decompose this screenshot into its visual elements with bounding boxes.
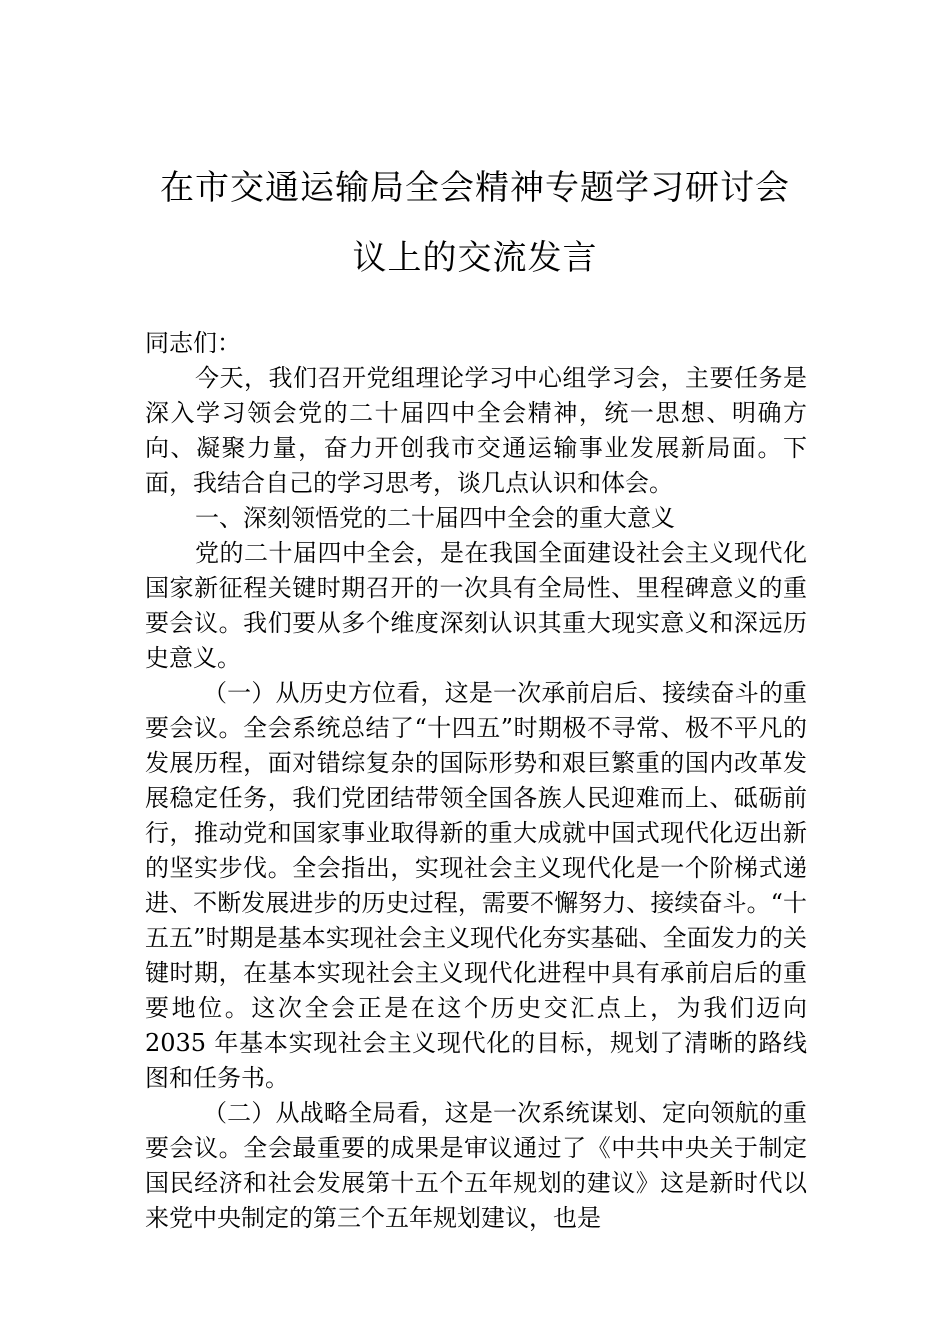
paragraph-intro: 今天，我们召开党组理论学习中心组学习会，主要任务是深入学习领会党的二十届四中全会精神，统一思想、明确方向、凝聚力量，奋力开创我市交通运输事业发展新局面。下面，我结合自己的学习思考，谈几点认识和体会。 [145, 364, 807, 497]
section-heading-1: 一、深刻领悟党的二十届四中全会的重大意义 [195, 504, 675, 532]
paragraph-section-1: 党的二十届四中全会，是在我国全面建设社会主义现代化国家新征程关键时期召开的一次具有全局性、里程碑意义的重要会议。我们要从多个维度深刻认识其重大现实意义和深远历史意义。 [145, 539, 807, 672]
paragraph-subsection-1-1: （一）从历史方位看，这是一次承前启后、接续奋斗的重要会议。全会系统总结了“十四五”时期极不寻常、极不平凡的发展历程，面对错综复杂的国际形势和艰巨繁重的国内改革发展稳定任务，我们党团结带领全国各族人民迎难而上、砥砺前行，推动党和国家事业取得新的重大成就中国式现代化迈出新的坚实步伐。全会指出，实现社会主义现代化是一个阶梯式递进、不断发展进步的历史过程，需要不懈努力、接续奋斗。“十五五”时期是基本实现社会主义现代化夯实基础、全面发力的关键时期，在基本实现社会主义现代化进程中具有承前启后的重要地位。这次全会正是在这个历史交汇点上，为我们迈向 2035 年基本实现社会主义现代化的目标，规划了清晰的路线图和任务书。 [145, 679, 807, 1092]
document-body [145, 326, 807, 1236]
salutation: 同志们： [145, 329, 241, 357]
document-title-line-2: 议上的交流发言 [352, 238, 598, 278]
document-title-line-1: 在市交通运输局全会精神专题学习研讨会 [160, 168, 790, 208]
paragraph-subsection-1-2: （二）从战略全局看，这是一次系统谋划、定向领航的重要会议。全会最重要的成果是审议通过了《中共中央关于制定国民经济和社会发展第十五个五年规划的建议》这是新时代以来党中央制定的第三个五年规划建议，也是 [145, 1099, 807, 1232]
